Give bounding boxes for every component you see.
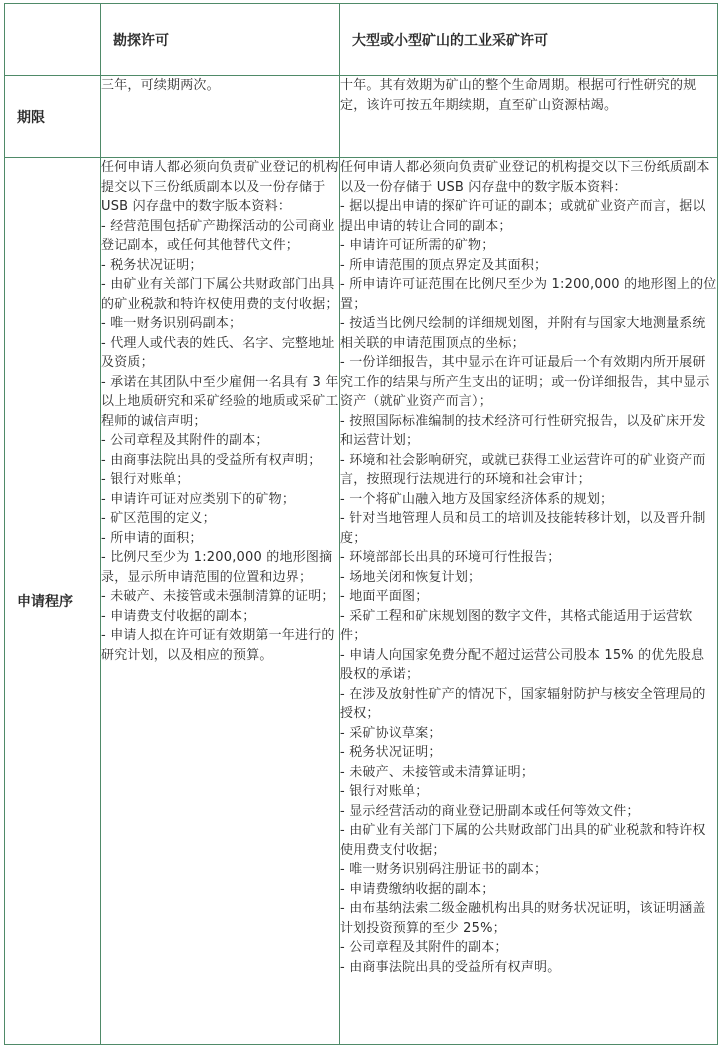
procedure-exploration-item: - 未破产、未接管或未强制清算的证明； [101,589,335,604]
procedure-exploration-cell [101,158,340,1045]
procedure-mining-item: - 按适当比例尺绘制的详细规划图，并附有与国家大地测量系统相关联的申请范围顶点的坐标； [340,316,706,351]
procedure-mining-item: - 所申请范围的顶点界定及其面积； [340,257,548,273]
procedure-mining-cell [340,158,718,1045]
procedure-mining-item: - 所申请许可证范围在比例尺至少为 1:200,000 的地形图上的位置； [340,277,717,312]
procedure-exploration-item: - 税务状况证明； [101,257,203,273]
header-exploration: 勘探许可 [113,32,169,49]
procedure-exploration-item: - 申请许可证对应类别下的矿物； [101,491,296,507]
procedure-exploration-item: - 经营范围包括矿产勘探活动的公司商业登记副本，或任何其他替代文件； [101,218,335,253]
term-label-cell [5,76,101,158]
procedure-exploration-item: - 由矿业有关部门下属公共财政部门出具的矿业税款和特许权使用费的支付收据； [101,277,339,312]
procedure-mining-item: - 一份详细报告，其中显示在许可证最后一个有效期内所开展研究工作的结果与所产生支出的证明；或一份详细报告，其中显示资产（就矿业资产而言）； [340,355,710,409]
procedure-exploration-item: - 矿区范围的定义； [101,511,216,526]
procedure-mining-item: - 唯一财务识别码注册证书的副本； [340,862,548,877]
procedure-mining-item: - 由矿业有关部门下属的公共财政部门出具的矿业税款和特许权使用费支付收据； [340,823,706,858]
procedure-mining-item: - 采矿协议草案； [340,725,442,741]
procedure-exploration-item: - 申请费支付收据的副本； [101,608,256,624]
term-row [5,76,718,158]
procedure-mining-item: 任何申请人都必须向负责矿业登记的机构提交以下三份纸质副本以及一份存储于 USB 闪存盘中的数字版本资料： [340,160,710,195]
header-mining: 大型或小型矿山的工业采矿许可 [352,32,548,49]
procedure-mining-item: - 申请人向国家免费分配不超过运营公司股本 15% 的优先股息股权的承诺； [340,647,705,682]
term-mining: 十年。其有效期为矿山的整个生命周期。根据可行性研究的规定，该许可按五年期续期，直至矿山资源枯竭。 [340,76,718,158]
procedure-mining-item: - 公司章程及其附件的副本； [340,940,508,955]
procedure-mining-item: - 申请许可证所需的矿物； [340,238,495,253]
procedure-mining-item: - 一个将矿山融入地方及国家经济体系的规划； [340,491,614,507]
procedure-exploration-item: - 承诺在其团队中至少雇佣一名具有 3 年以上地质研究和采矿经验的地质或采矿工程师的诚信声明； [101,374,339,429]
procedure-mining-item: - 针对当地管理人员和员工的培训及技能转移计划，以及晋升制度； [340,511,706,546]
procedure-mining-item: - 采矿工程和矿床规划图的数字文件，其格式能适用于运营软件； [340,608,693,643]
procedure-mining-item: - 在涉及放射性矿产的情况下，国家辐射防护与核安全管理局的授权； [340,686,706,721]
header-mining-cell [340,4,718,76]
procedure-mining-item: - 环境部部长出具的环境可行性报告； [340,550,561,565]
procedure-label-cell [5,158,101,1045]
procedure-exploration-item: - 申请人拟在许可证有效期第一年进行的研究计划，以及相应的预算。 [101,628,335,663]
procedure-mining-item: - 由商事法院出具的受益所有权声明。 [340,959,561,975]
procedure-mining-item: - 由布基纳法索二级金融机构出具的财务状况证明，该证明涵盖计划投资预算的至少 25%； [340,901,706,936]
header-row [5,4,718,76]
procedure-mining-item: - 场地关闭和恢复计划； [340,569,482,585]
corner-cell [5,4,101,76]
procedure-mining-item: - 银行对账单； [340,784,429,799]
procedure-label: 申请程序 [17,594,73,610]
procedure-exploration-item: - 公司章程及其附件的副本； [101,433,269,448]
permit-comparison-table [4,3,718,1045]
procedure-exploration-item: - 所申请的面积； [101,530,203,546]
procedure-mining-item: - 地面平面图； [340,589,429,604]
procedure-exploration-item: - 银行对账单； [101,472,190,487]
procedure-mining-item: - 按照国际标准编制的技术经济可行性研究报告，以及矿床开发和运营计划； [340,413,706,448]
procedure-exploration-item: - 唯一财务识别码副本； [101,316,243,331]
header-exploration-cell [101,4,340,76]
procedure-row [5,158,718,1045]
procedure-exploration-item: 任何申请人都必须向负责矿业登记的机构提交以下三份纸质副本以及一份存储于 USB 闪存盘中的数字版本资料： [101,160,339,214]
procedure-exploration-item: - 由商事法院出具的受益所有权声明； [101,452,322,468]
procedure-mining-item: - 显示经营活动的商业登记册副本或任何等效文件； [340,803,640,819]
term-exploration: 三年，可续期两次。 [101,76,340,158]
procedure-mining-item: - 未破产、未接管或未清算证明； [340,764,535,780]
procedure-mining-item: - 环境和社会影响研究，或就已获得工业运营许可的矿业资产而言，按照现行法规进行的环境和社会审计； [340,452,706,487]
procedure-exploration-item: - 比例尺至少为 1:200,000 的地形图摘录，显示所申请范围的位置和边界； [101,550,333,585]
procedure-mining-item: - 申请费缴纳收据的副本； [340,881,495,897]
term-label: 期限 [17,109,45,126]
procedure-exploration-item: - 代理人或代表的姓氏、名字、完整地址及资质； [101,335,335,370]
procedure-mining-item: - 据以提出申请的探矿许可证的副本；或就矿业资产而言，据以提出申请的转让合同的副本； [340,199,706,234]
procedure-mining-item: - 税务状况证明； [340,745,442,760]
